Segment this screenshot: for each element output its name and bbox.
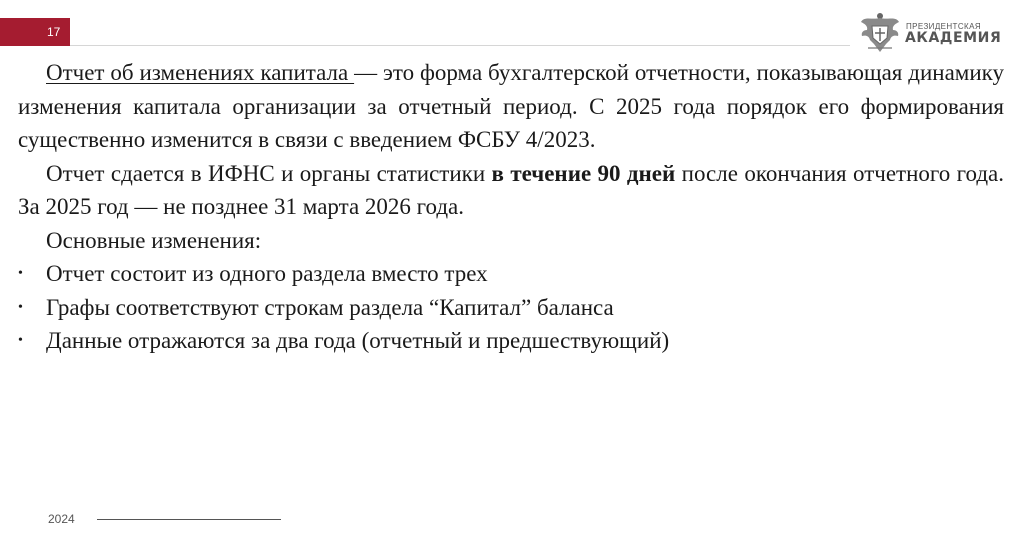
deadline-emphasis: в течение 90 дней <box>491 160 676 186</box>
page-number-badge <box>0 18 70 46</box>
deadline-paragraph <box>18 157 1004 224</box>
page-number: 17 <box>47 25 61 39</box>
deadline-text-end: после окончания отчетного года. За 2025 год — не позднее 31 марта 2026 года. <box>18 160 1004 219</box>
list-item-text: Отчет состоит из одного раздела вместо трех <box>46 261 488 286</box>
slide-body <box>18 56 1004 358</box>
logo-text-line1: ПРЕЗИДЕНТСКАЯ <box>906 22 981 31</box>
bullet-icon: • <box>18 333 23 348</box>
defined-term: Отчет об изменениях капитала <box>46 60 355 85</box>
definition-paragraph <box>18 56 1004 157</box>
footer-divider <box>97 519 281 520</box>
definition-text: — это форма бухгалтерской отчетности, показывающая динамику изменения капитала организации за отчетный период. С 2025 года порядок его формирования существенно изменится в связи с введением ФСБУ 4/2023. <box>18 60 1005 152</box>
changes-heading: Основные изменения: <box>46 227 262 253</box>
list-item <box>18 291 1004 325</box>
list-item <box>18 324 1004 358</box>
academy-logo <box>858 8 1008 56</box>
bullet-icon: • <box>18 299 23 315</box>
eagle-emblem-icon <box>858 8 902 56</box>
list-item-text: Графы соответствуют строкам раздела “Капитал” баланса <box>46 294 614 320</box>
deadline-text-start: Отчет сдается в ИФНС и органы статистики <box>46 160 492 186</box>
changes-list <box>18 257 1004 358</box>
bullet-icon: • <box>18 266 23 281</box>
footer-year: 2024 <box>48 512 75 526</box>
list-item <box>18 257 1004 291</box>
logo-text-line2: АКАДЕМИЯ <box>905 30 1002 46</box>
list-item-text: Данные отражаются за два года (отчетный и предшествующий) <box>46 328 670 353</box>
header-divider <box>70 45 850 46</box>
